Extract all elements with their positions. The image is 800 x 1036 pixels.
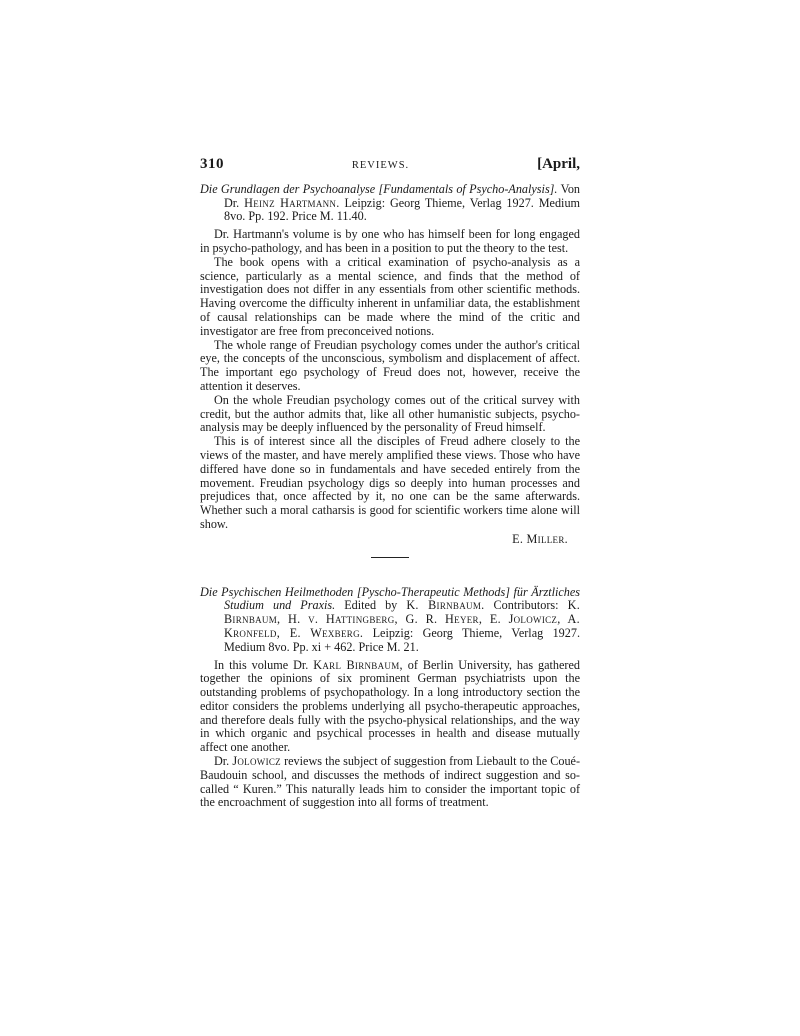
review-paragraph: On the whole Freudian psychology comes out of the critical survey with credit, but the author admits that, like all other humanistic subjects, psycho-analysis may be deeply influenced by the personality of Freud himself. [200, 392, 580, 435]
publication-details: Leipzig: Georg Thieme, Verlag 1927. Medium 8vo. Pp. 192. Price M. 11.40. [224, 195, 581, 224]
review-paragraph: The whole range of Freudian psychology comes under the author's critical eye, the concepts of the unconscious, symbolism and displacement of affect. The important ego psychology of Freud does not, however, receive the attention it deserves. [200, 337, 580, 393]
review-citation [200, 183, 580, 224]
section-divider [371, 557, 409, 558]
paragraph-text: In this volume Dr. [214, 657, 309, 672]
editor-name: K. Birnbaum. [406, 598, 485, 613]
review-paragraph: This is of interest since all the disciples of Freud adhere closely to the views of the master, and have merely amplified these views. Those who have differed have done so in fundamentals and have seceded entirely from the movement. Freudian psychology digs so deeply into human processes and prejudices that, once affected by it, no one can be the same afterwards. Whether such a moral catharsis is good for scientific workers time alone will show. [200, 434, 580, 531]
book-title-translation: [Pyscho-Therapeutic Methods] [356, 584, 510, 599]
author-prefix: Von Dr. [224, 181, 581, 210]
journal-page [200, 158, 580, 810]
editor-prefix: Edited by [344, 598, 398, 613]
review-paragraph: The book opens with a critical examination of psycho-analysis as a science, particularly as a mental science, and finds that the method of investigation does not differ in any essentials from other scientific methods. Having overcome the difficulty inherent in unfamiliar data, the establishment of causal relationships can be made where the mind of the critic and investigator are free from preconceived notions. [200, 254, 580, 338]
book-title-translation: [Fundamentals of Psycho-Analysis]. [378, 181, 558, 196]
running-head [200, 158, 580, 173]
review-paragraph [200, 659, 580, 756]
book-title: Die Grundlagen der Psychoanalyse [200, 181, 376, 196]
review-hartmann [200, 183, 580, 547]
page-number: 310 [200, 156, 224, 172]
publication-details: Leipzig: Georg Thieme, Verlag 1927. Medium 8vo. Pp. xi + 462. Price M. 21. [224, 625, 580, 654]
paragraph-text: of Berlin University, has gathered together the opinions of six prominent German psychiatrists upon the outstanding problems of psychopathology. In a long introductory section the editor considers the problems underlying all psycho-therapeutic approaches, and therefore deals fully with the psycho-physical relationships, and the way in which organic and psychical processes in health and disease mutually affect one another. [200, 657, 580, 755]
book-title: Die Psychischen Heilmethoden [200, 584, 354, 599]
contributors-label: Contributors: [493, 598, 559, 613]
person-name: Karl Birnbaum, [313, 657, 403, 672]
author-name: Heinz Hartmann. [244, 195, 340, 210]
paragraph-text: Dr. [214, 754, 230, 769]
running-title: REVIEWS. [351, 160, 410, 171]
reviewer-signature: E. Miller. [512, 531, 568, 546]
review-paragraph: Dr. Hartmann's volume is by one who has himself been for long engaged in psycho-pathology, and has been in a position to put the theory to the test. [200, 227, 580, 255]
contributors-list: K. Birnbaum, H. v. Hattingberg, G. R. Heyer, E. Jolowicz, A. Kronfeld, E. Wexberg. [224, 598, 581, 640]
running-date: [April, [537, 156, 580, 172]
paragraph-text: reviews the subject of suggestion from Liebault to the Coué-Baudouin school, and discusses the methods of indirect suggestion and so-called “ Kuren.” This naturally leads him to consider the important topic of the encroachment of suggestion into all forms of treatment. [200, 754, 581, 810]
book-title-continued: für Ärztliches Studium und Praxis. [224, 584, 581, 613]
person-name: Jolowicz [232, 754, 281, 769]
review-birnbaum [200, 586, 580, 811]
review-paragraph [200, 755, 580, 810]
review-citation [200, 586, 580, 655]
